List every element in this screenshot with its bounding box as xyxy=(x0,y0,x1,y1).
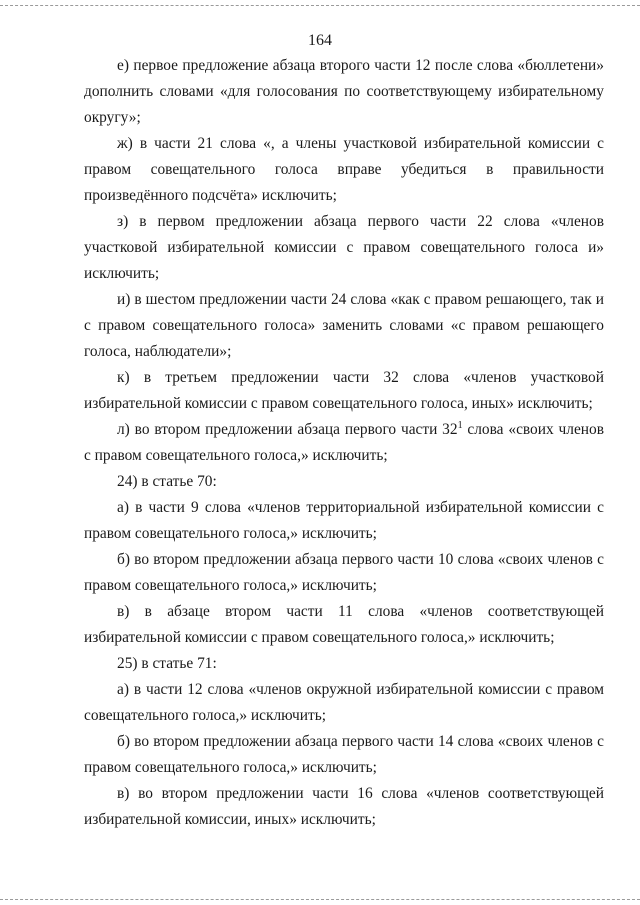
paragraph-item-25: 25) в статье 71: xyxy=(117,655,217,672)
paragraph-71-b: б) во втором предложении абзаца первого части 14 слова «своих членов с правом совещательного голоса,» исключить; xyxy=(84,733,604,776)
paragraph-l-start: л) во втором предложении абзаца первого части 32 xyxy=(117,421,458,438)
paragraph-e: е) первое предложение абзаца второго части 12 после слова «бюллетени» дополнить словами «для голосования по соответствующему избирательному округу»; xyxy=(84,57,604,126)
paragraph-71-v: в) во втором предложении части 16 слова «членов соответствующей избирательной комиссии, иных» исключить; xyxy=(84,785,604,828)
paragraph-70-a: а) в части 9 слова «членов территориальной избирательной комиссии с правом совещательного голоса,» исключить; xyxy=(84,499,604,542)
paragraph-z: з) в первом предложении абзаца первого части 22 слова «членов участковой избирательной комиссии с правом совещательного голоса и» исключить; xyxy=(84,213,604,282)
paragraph-k: к) в третьем предложении части 32 слова «членов участковой избирательной комиссии с правом совещательного голоса, иных» исключить; xyxy=(84,369,604,412)
superscript-index: 1 xyxy=(457,419,463,431)
scan-edge-top xyxy=(0,5,640,6)
paragraph-70-b: б) во втором предложении абзаца первого части 10 слова «своих членов с правом совещательного голоса,» исключить; xyxy=(84,551,604,594)
paragraph-l xyxy=(84,417,604,469)
page-number: 164 xyxy=(308,32,332,49)
paragraph-item-24: 24) в статье 70: xyxy=(117,473,217,490)
document-body xyxy=(84,53,604,833)
paragraph-71-a: а) в части 12 слова «членов окружной избирательной комиссии с правом совещательного голоса,» исключить; xyxy=(84,681,604,724)
paragraph-i: и) в шестом предложении части 24 слова «как с правом решающего, так и с правом совещательного голоса» заменить словами «с правом решающего голоса, наблюдатели»; xyxy=(84,291,604,360)
paragraph-70-v: в) в абзаце втором части 11 слова «членов соответствующей избирательной комиссии с правом совещательного голоса,» исключить; xyxy=(84,603,604,646)
paragraph-zh: ж) в части 21 слова «, а члены участковой избирательной комиссии с правом совещательного голоса вправе убедиться в правильности произведённого подсчёта» исключить; xyxy=(84,135,604,204)
paragraph-l-end: слова «своих членов с правом совещательного голоса,» исключить; xyxy=(84,421,604,464)
scan-edge-bottom xyxy=(0,899,640,900)
